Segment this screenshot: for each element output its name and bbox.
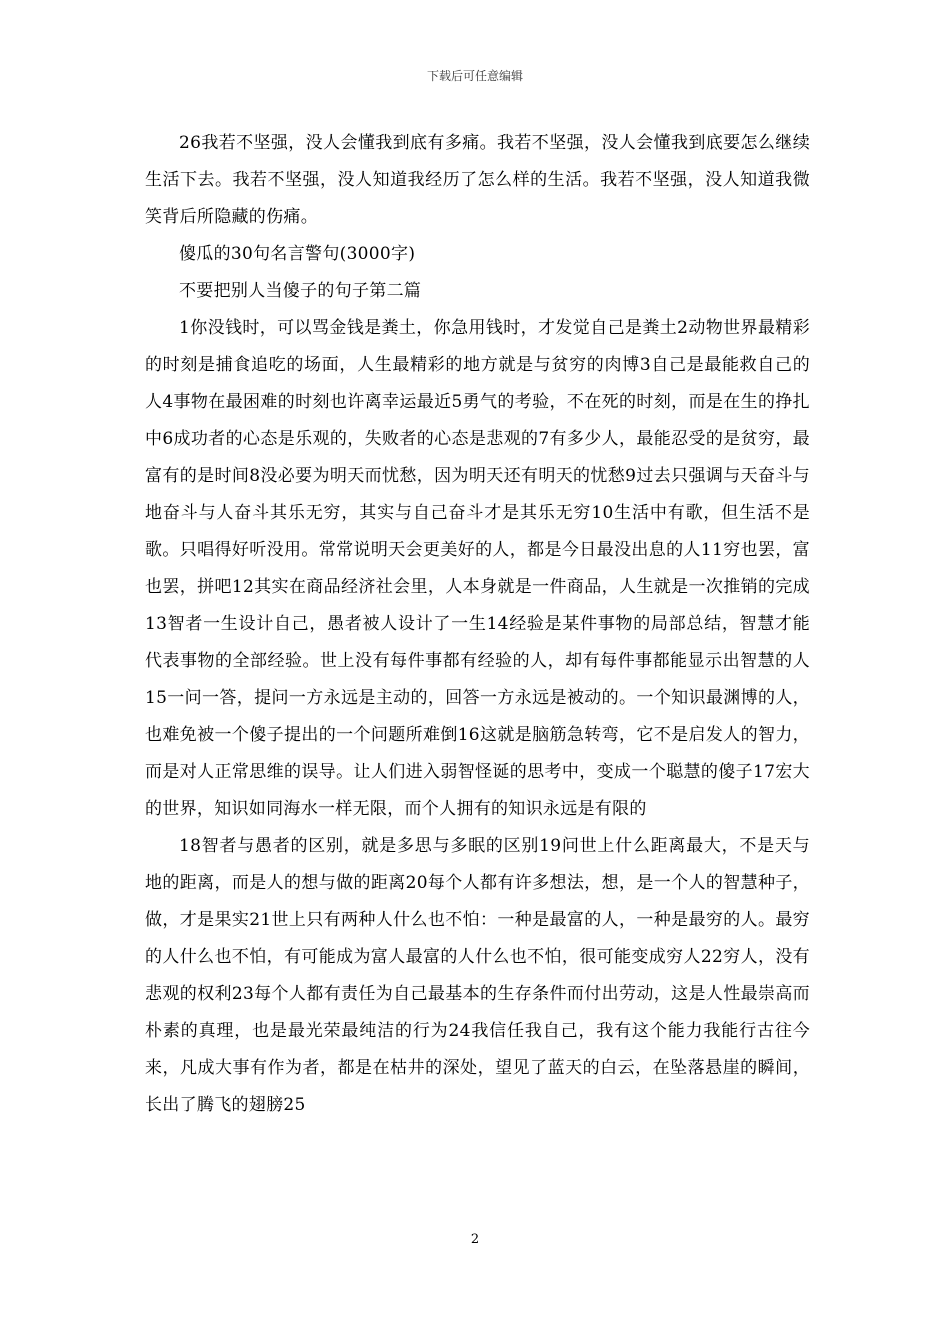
paragraph-1: 26我若不坚强，没人会懂我到底有多痛。我若不坚强，没人会懂我到底要怎么继续生活下去。我若不坚强，没人知道我经历了怎么样的生活。我若不坚强，没人知道我微笑背后所隐藏的伤痛。 [145,133,810,227]
page-header: 下载后可任意编辑 [426,69,523,83]
paragraph-5: 18智者与愚者的区别，就是多思与多眠的区别19问世上什么距离最大，不是天与地的距离，而是人的想与做的距离20每个人都有许多想法，想，是一个人的智慧种子，做，才是果实21世上只有两种人什么也不怕：一种是最富的人，一种是最穷的人。最穷的人什么也不怕，有可能成为富人最富的人什么也不怕，很可能变成穷人22穷人，没有悲观的权利23每个人都有责任为自己最基本的生存条件而付出劳动，这是人性最崇高而朴素的真理，也是最光荣最纯洁的行为24我信任我自己，我有这个能力我能行古往今来，凡成大事有作为者，都是在枯井的深处，望见了蓝天的白云，在坠落悬崖的瞬间，长出了腾飞的翅膀25 [145,836,810,1115]
document-body [145,125,810,1124]
page-number: 2 [470,1232,480,1247]
paragraph-4: 1你没钱时，可以骂金钱是粪土，你急用钱时，才发觉自己是粪土2动物世界最精彩的时刻是捕食追吃的场面，人生最精彩的地方就是与贫穷的肉博3自己是最能救自己的人4事物在最困难的时刻也许离幸运最近5勇气的考验，不在死的时刻，而是在生的挣扎中6成功者的心态是乐观的，失败者的心态是悲观的7有多少人，最能忍受的是贫穷，最富有的是时间8没必要为明天而忧愁，因为明天还有明天的忧愁9过去只强调与天奋斗与地奋斗与人奋斗其乐无穷，其实与自己奋斗才是其乐无穷10生活中有歌，但生活不是歌。只唱得好听没用。常常说明天会更美好的人，都是今日最没出息的人11穷也罢，富也罢，拼吧12其实在商品经济社会里，人本身就是一件商品，人生就是一次推销的完成13智者一生设计自己，愚者被人设计了一生14经验是某件事物的局部总结，智慧才能代表事物的全部经验。世上没有每件事都有经验的人，却有每件事都能显示出智慧的人15一问一答，提问一方永远是主动的，回答一方永远是被动的。一个知识最渊博的人，也难免被一个傻子提出的一个问题所难倒16这就是脑筋急转弯，它不是启发人的智力，而是对人正常思维的误导。让人们进入弱智怪诞的思考中，变成一个聪慧的傻子17宏大的世界，知识如同海水一样无限，而个人拥有的知识永远是有限的 [145,318,810,819]
paragraph-3: 不要把别人当傻子的句子第二篇 [179,281,422,301]
paragraph-2: 傻瓜的30句名言警句(3000字) [179,244,416,264]
